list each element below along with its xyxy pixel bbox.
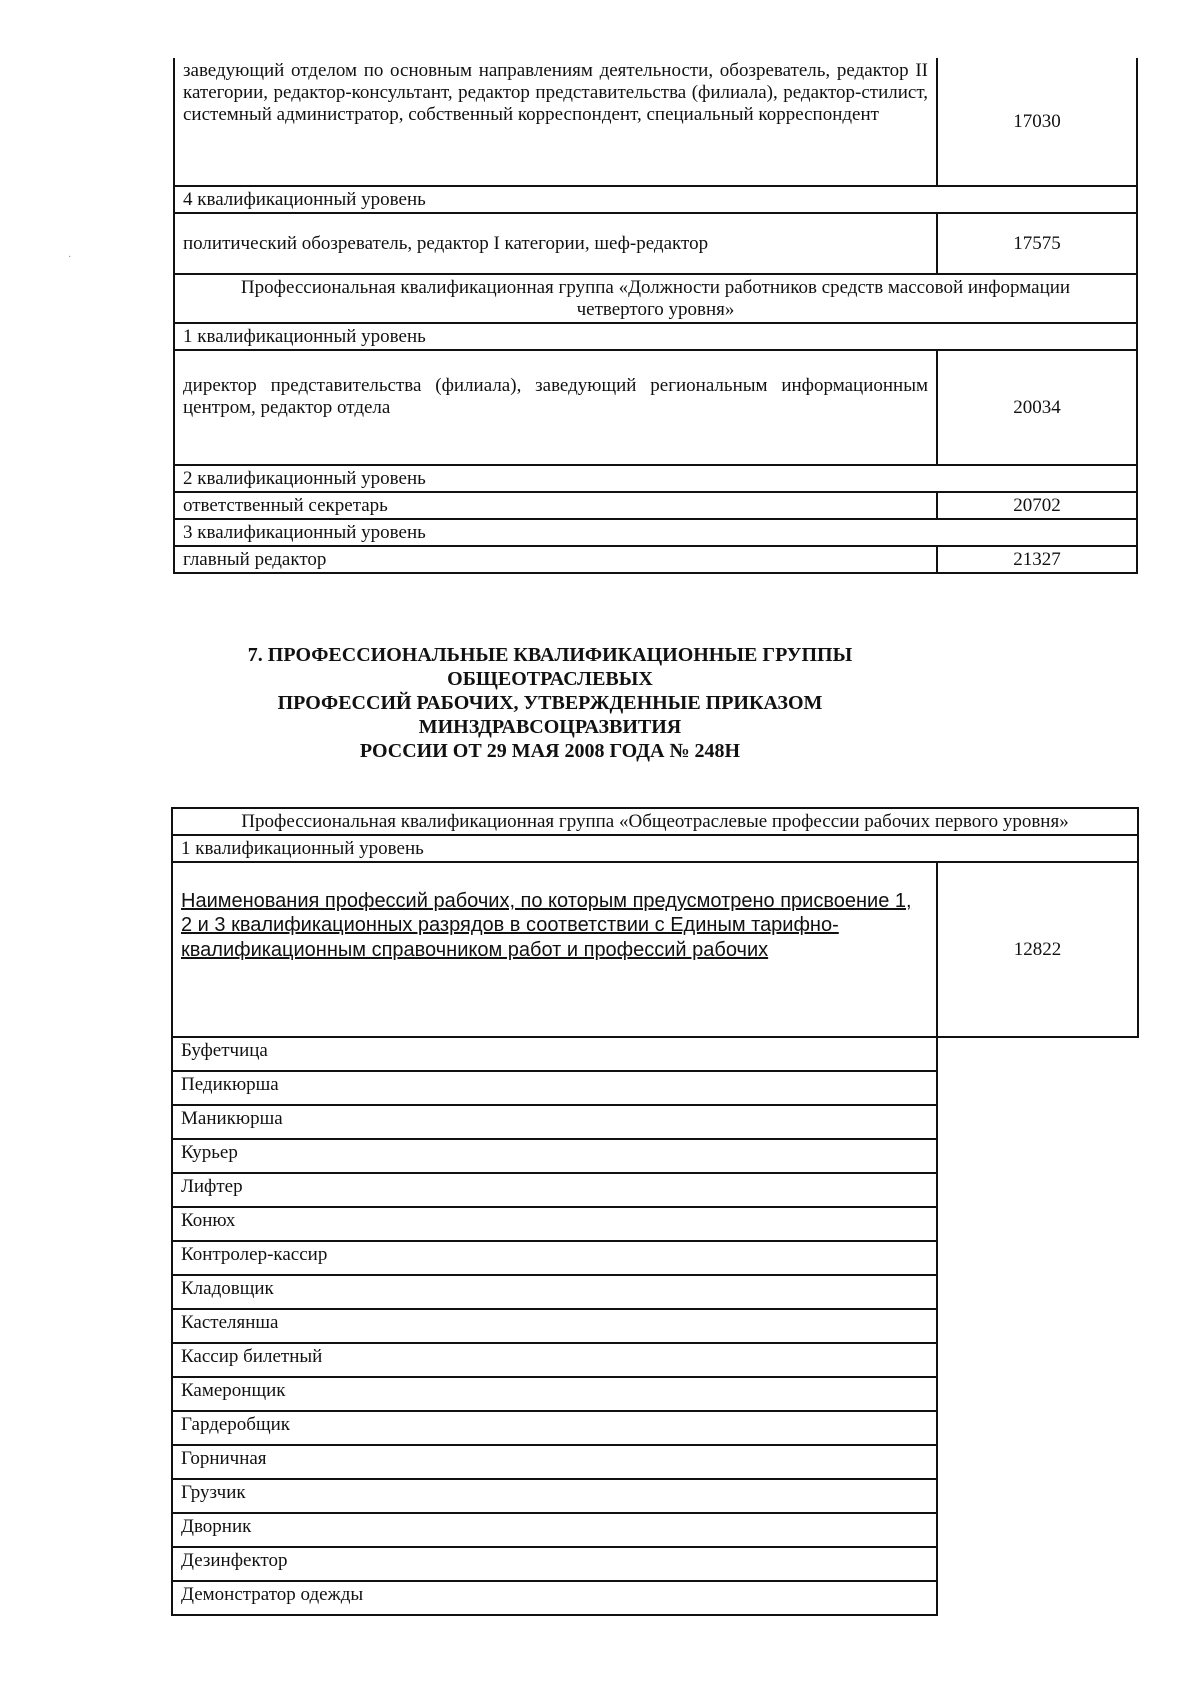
position-list-cell: главный редактор	[174, 546, 937, 573]
salary-value: 21327	[937, 546, 1137, 573]
profession-name: Курьер	[172, 1139, 937, 1173]
table-row	[172, 1309, 1138, 1343]
table-row	[172, 1105, 1138, 1139]
salary-value: 20702	[937, 492, 1137, 519]
table-row	[174, 58, 1137, 186]
position-list-cell: ответственный секретарь	[174, 492, 937, 519]
table-row	[172, 1207, 1138, 1241]
table-row	[172, 1173, 1138, 1207]
table-row	[174, 274, 1137, 323]
position-list-cell: заведующий отделом по основным направлениям деятельности, обозреватель, редактор II категории, редактор-консультант, редактор представительства (филиала), редактор-стилист, системный администратор, собственный корреспондент, специальный корреспондент	[174, 58, 937, 186]
table-row	[172, 1581, 1138, 1615]
table-row	[174, 465, 1137, 492]
table-row	[172, 1275, 1138, 1309]
profession-name: Кастелянша	[172, 1309, 937, 1343]
salary-value: 20034	[937, 350, 1137, 465]
table-row	[172, 1241, 1138, 1275]
table-row	[174, 186, 1137, 213]
profession-name: Горничная	[172, 1445, 937, 1479]
profession-name: Лифтер	[172, 1173, 937, 1207]
heading-line: ПРОФЕССИЙ РАБОЧИХ, УТВЕРЖДЕННЫЕ ПРИКАЗОМ	[277, 692, 823, 714]
heading-line: ОБЩЕОТРАСЛЕВЫХ	[447, 668, 653, 690]
table-row	[172, 1139, 1138, 1173]
table-row	[172, 808, 1138, 835]
profession-name: Гардеробщик	[172, 1411, 937, 1445]
qualification-level: 3 квалификационный уровень	[174, 519, 1137, 546]
heading-line: МИНЗДРАВСОЦРАЗВИТИЯ	[418, 716, 682, 738]
table-row	[174, 213, 1137, 274]
profession-name: Дворник	[172, 1513, 937, 1547]
profession-name: Буфетчица	[172, 1037, 937, 1071]
table-row	[174, 350, 1137, 465]
section-heading	[160, 643, 940, 763]
table-row	[172, 1071, 1138, 1105]
qualification-level: 1 квалификационный уровень	[174, 323, 1137, 350]
table-row	[172, 1445, 1138, 1479]
position-list-cell: директор представительства (филиала), заведующий региональным информационным центром, редактор отдела	[174, 350, 937, 465]
table-row	[172, 835, 1138, 862]
profession-name: Конюх	[172, 1207, 937, 1241]
table-row	[174, 519, 1137, 546]
professions-table	[171, 807, 1139, 1616]
group-title: Профессиональная квалификационная группа «Должности работников средств массовой информации четвертого уровня»	[174, 274, 1137, 323]
table-row	[174, 546, 1137, 573]
position-list-cell: политический обозреватель, редактор I категории, шеф-редактор	[174, 213, 937, 274]
heading-line: 7. ПРОФЕССИОНАЛЬНЫЕ КВАЛИФИКАЦИОННЫЕ ГРУППЫ	[247, 644, 853, 666]
profession-name: Контролер-кассир	[172, 1241, 937, 1275]
profession-name: Грузчик	[172, 1479, 937, 1513]
profession-name: Дезинфектор	[172, 1547, 937, 1581]
group-title: Профессиональная квалификационная группа «Общеотраслевые профессии рабочих первого уровня»	[172, 808, 1138, 835]
profession-name: Педикюрша	[172, 1071, 937, 1105]
qualification-level: 2 квалификационный уровень	[174, 465, 1137, 492]
table-row	[172, 1513, 1138, 1547]
salary-value: 12822	[937, 862, 1138, 1037]
table-row	[172, 1037, 1138, 1071]
header-note: Наименования профессий рабочих, по которым предусмотрено присвоение 1, 2 и 3 квалификационных разрядов в соответствии с Единым тарифно-квалификационным справочником работ и профессий рабочих	[181, 890, 912, 961]
top-salary-table	[173, 58, 1138, 574]
profession-name: Кладовщик	[172, 1275, 937, 1309]
scan-dot: ·	[68, 252, 72, 263]
heading-line: РОССИИ ОТ 29 МАЯ 2008 ГОДА № 248Н	[359, 740, 741, 762]
table-row	[172, 1479, 1138, 1513]
header-note-cell	[172, 862, 937, 1037]
qualification-level: 1 квалификационный уровень	[172, 835, 1138, 862]
profession-list	[172, 1037, 1138, 1615]
qualification-level: 4 квалификационный уровень	[174, 186, 1137, 213]
table-row	[174, 323, 1137, 350]
profession-name: Камеронщик	[172, 1377, 937, 1411]
salary-value: 17030	[937, 58, 1137, 186]
profession-name: Демонстратор одежды	[172, 1581, 937, 1615]
profession-name: Кассир билетный	[172, 1343, 937, 1377]
table-row	[172, 1547, 1138, 1581]
table-row	[172, 1343, 1138, 1377]
salary-value: 17575	[937, 213, 1137, 274]
table-row	[172, 1411, 1138, 1445]
table-row	[172, 1377, 1138, 1411]
table-row	[172, 862, 1138, 1037]
table-row	[174, 492, 1137, 519]
profession-name: Маникюрша	[172, 1105, 937, 1139]
